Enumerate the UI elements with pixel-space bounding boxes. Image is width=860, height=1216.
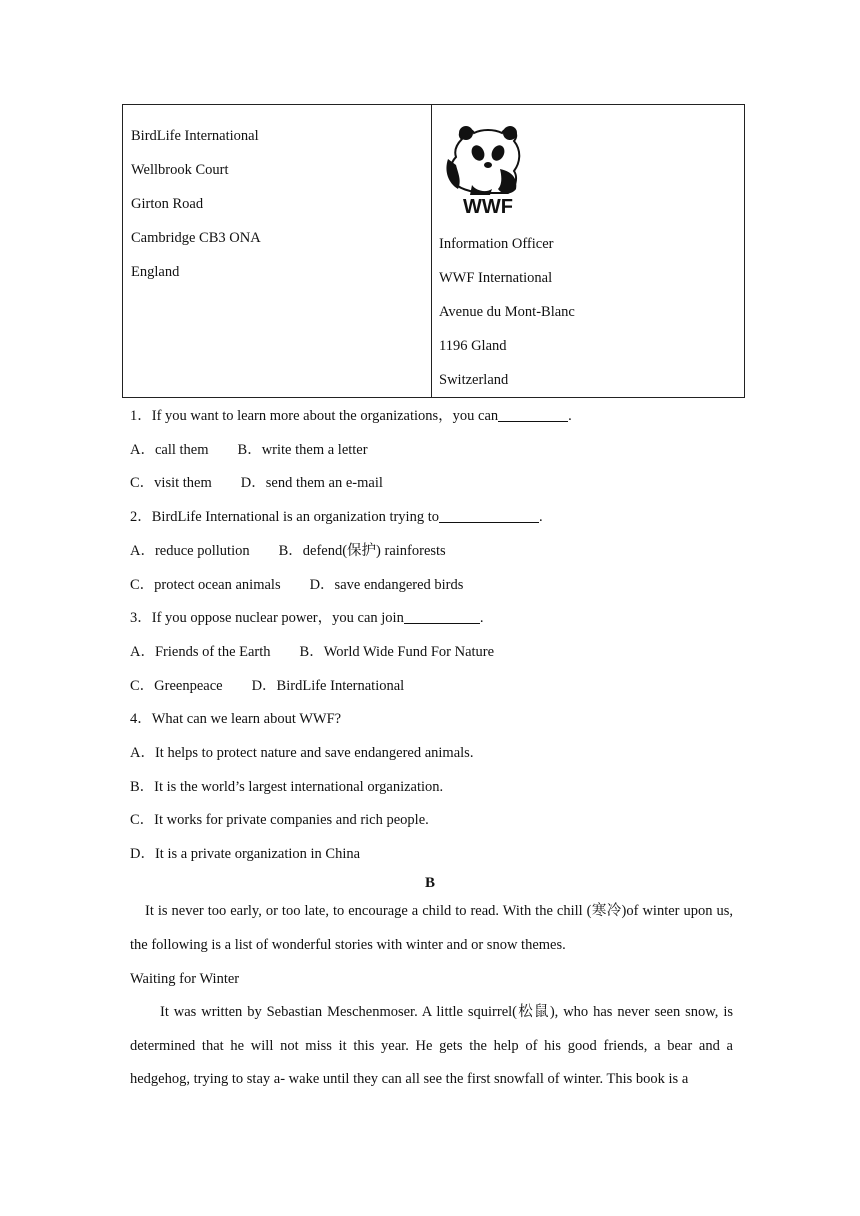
- address-line: England: [131, 264, 180, 280]
- address-table: [122, 104, 745, 398]
- wwf-address-cell: [432, 105, 744, 397]
- question-option: C．Greenpeace D．BirdLife International: [130, 677, 405, 694]
- address-line: Wellbrook Court: [131, 162, 229, 178]
- question-stem: 3．If you oppose nuclear power，you can join .: [130, 610, 484, 627]
- address-line: Girton Road: [131, 196, 204, 212]
- book-title: Waiting for Winter: [130, 971, 240, 987]
- intro-paragraph: It is never too early, or too late, to encourage a child to read. With the chill (寒冷)of winter upon us, the following is a list of wonderful stories with winter and or snow themes.: [130, 903, 733, 953]
- question-option: D．It is a private organization in China: [130, 846, 361, 863]
- question-option: C．visit them D．send them an e-mail: [130, 475, 383, 492]
- wwf-address-lines: [439, 227, 575, 397]
- address-line: WWF International: [439, 270, 553, 286]
- question-option: B．It is the world’s largest international organization.: [130, 778, 444, 795]
- question-option: A．It helps to protect nature and save endangered animals.: [130, 745, 474, 762]
- address-line: Avenue du Mont-Blanc: [439, 304, 575, 320]
- question-option: C．protect ocean animals D．save endangered birds: [130, 576, 464, 593]
- address-line: Switzerland: [439, 372, 509, 388]
- birdlife-address-cell: [123, 105, 432, 397]
- question-stem: 1．If you want to learn more about the organizations，you can .: [130, 408, 572, 424]
- question-option: A．reduce pollution B．defend(保护) rainforests: [130, 542, 446, 559]
- question-stem: 2．BirdLife International is an organization trying to .: [130, 509, 543, 526]
- question-option: A．Friends of the Earth B．World Wide Fund For Nature: [130, 643, 495, 660]
- question-option: A．call them B．write them a letter: [130, 441, 368, 458]
- address-line: Information Officer: [439, 236, 554, 252]
- answer-blank: [404, 608, 480, 624]
- address-line: BirdLife International: [131, 128, 259, 144]
- question-stem: 4．What can we learn about WWF?: [130, 711, 342, 728]
- answer-blank: [439, 507, 539, 523]
- question-option: C．It works for private companies and rich people.: [130, 812, 429, 829]
- wwf-logo-text: WWF: [463, 196, 513, 215]
- wwf-panda-logo: [440, 119, 536, 215]
- answer-blank: [498, 406, 568, 422]
- address-line: Cambridge CB3 ONA: [131, 230, 261, 246]
- address-line: 1196 Gland: [439, 338, 507, 354]
- question-list: [130, 400, 740, 872]
- section-heading: B: [424, 875, 435, 891]
- book-description: It was written by Sebastian Meschenmoser. A little squirrel(松鼠), who has never seen snow, is determined that he will not miss it this year. He gets the help of his good friends, a bear and a hedgehog, trying to stay a- wake until they can all see the first snowfall of winter. This book is a: [130, 1004, 733, 1088]
